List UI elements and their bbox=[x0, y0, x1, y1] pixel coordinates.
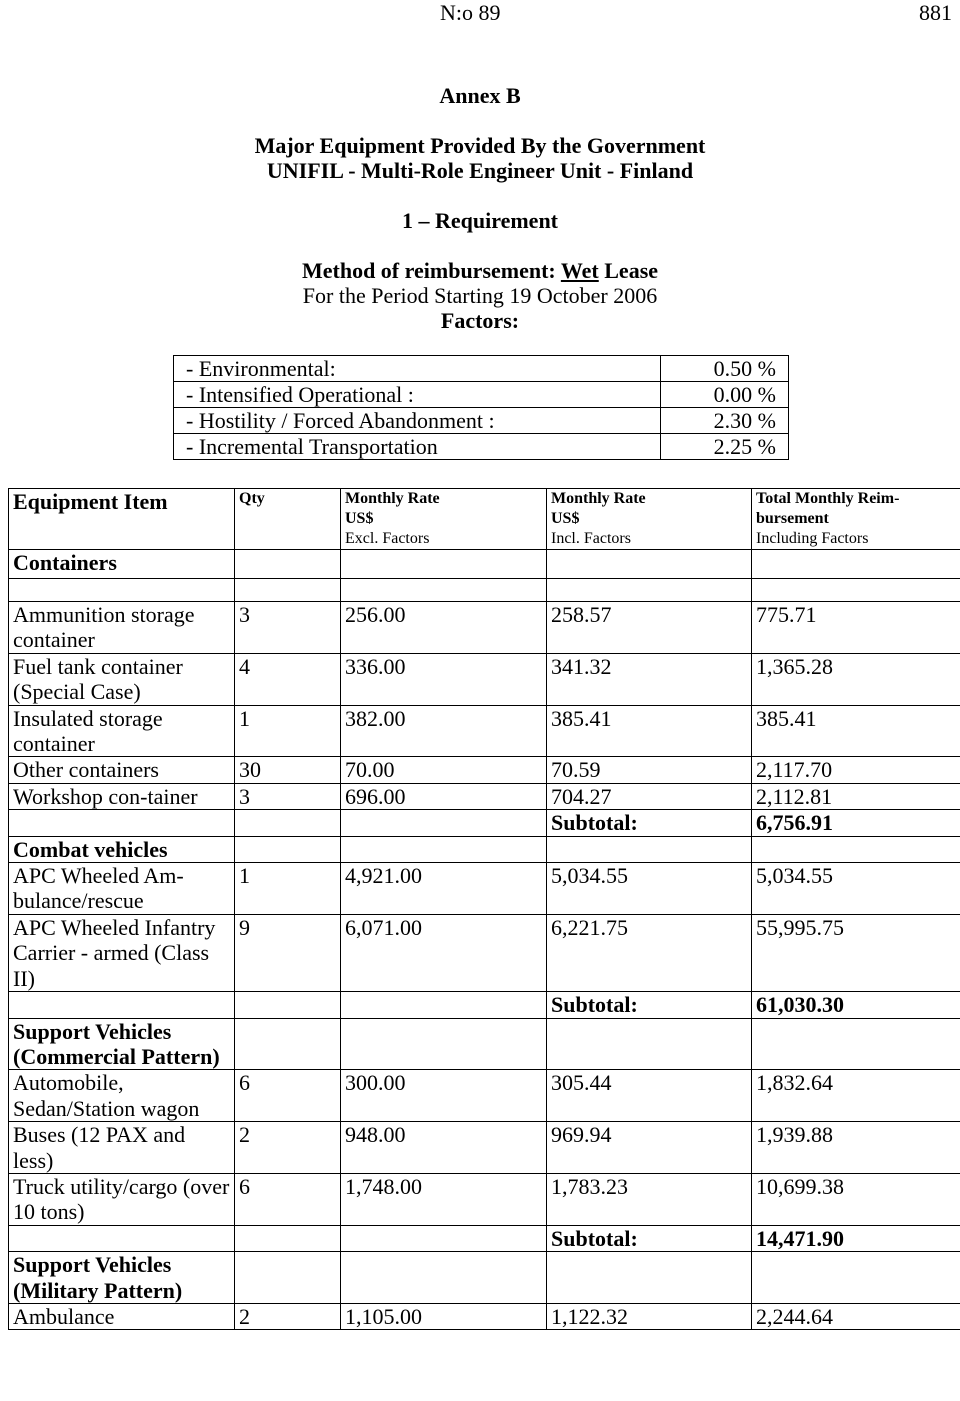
factor-row bbox=[174, 356, 789, 382]
doc-title-line2: UNIFIL - Multi-Role Engineer Unit - Finland bbox=[266, 158, 694, 183]
empty-cell bbox=[9, 810, 235, 836]
rate-incl-cell: 385.41 bbox=[547, 705, 752, 757]
section-header-row bbox=[9, 1018, 960, 1070]
rate-excl-cell: 1,748.00 bbox=[341, 1173, 547, 1225]
item-name: Other containers bbox=[9, 757, 235, 783]
empty-cell bbox=[341, 836, 547, 862]
table-row bbox=[9, 1173, 960, 1225]
item-name: Buses (12 PAX and less) bbox=[9, 1122, 235, 1174]
header-rate-excl-line2: US$ bbox=[345, 510, 374, 527]
qty-cell: 6 bbox=[235, 1173, 341, 1225]
table-row bbox=[9, 783, 960, 809]
empty-cell bbox=[9, 1225, 235, 1251]
table-row bbox=[9, 1303, 960, 1329]
factor-value: 0.50 % bbox=[661, 356, 789, 382]
rate-excl-cell: 6,071.00 bbox=[341, 914, 547, 991]
rate-excl-cell: 4,921.00 bbox=[341, 863, 547, 915]
header-rate-incl bbox=[547, 489, 752, 550]
empty-cell bbox=[341, 810, 547, 836]
empty-cell bbox=[235, 550, 341, 579]
empty-cell bbox=[235, 579, 341, 602]
qty-cell: 6 bbox=[235, 1070, 341, 1122]
total-cell: 2,112.81 bbox=[752, 783, 960, 809]
total-cell: 5,034.55 bbox=[752, 863, 960, 915]
item-name: Workshop con-tainer bbox=[9, 783, 235, 809]
table-row bbox=[9, 602, 960, 654]
empty-cell bbox=[547, 1018, 752, 1070]
total-cell: 775.71 bbox=[752, 602, 960, 654]
empty-cell bbox=[752, 1018, 960, 1070]
method-prefix: Method of reimbursement: bbox=[301, 258, 561, 283]
total-cell: 10,699.38 bbox=[752, 1173, 960, 1225]
factor-label: - Intensified Operational : bbox=[174, 382, 661, 408]
total-cell: 55,995.75 bbox=[752, 914, 960, 991]
empty-cell bbox=[341, 1225, 547, 1251]
section-header-row bbox=[9, 836, 960, 862]
factor-value: 0.00 % bbox=[661, 382, 789, 408]
subtotal-label: Subtotal: bbox=[547, 1225, 752, 1251]
empty-cell bbox=[547, 550, 752, 579]
subtotal-label: Subtotal: bbox=[547, 810, 752, 836]
factor-row bbox=[174, 408, 789, 434]
empty-cell bbox=[341, 1252, 547, 1304]
rate-incl-cell: 305.44 bbox=[547, 1070, 752, 1122]
item-name: Ammunition storage container bbox=[9, 602, 235, 654]
section-title-combat: Combat vehicles bbox=[9, 836, 235, 862]
empty-cell bbox=[752, 1252, 960, 1304]
section-title-containers: Containers bbox=[9, 550, 235, 579]
table-row bbox=[9, 757, 960, 783]
annex-title: Annex B bbox=[439, 83, 521, 108]
empty-cell bbox=[235, 836, 341, 862]
subtotal-label: Subtotal: bbox=[547, 992, 752, 1018]
empty-cell bbox=[341, 1018, 547, 1070]
item-name: Automobile, Sedan/Station wagon bbox=[9, 1070, 235, 1122]
qty-cell: 1 bbox=[235, 863, 341, 915]
doc-number: N:o 89 bbox=[440, 0, 501, 25]
item-name: Truck utility/cargo (over 10 tons) bbox=[9, 1173, 235, 1225]
factor-row bbox=[174, 434, 789, 460]
rate-incl-cell: 1,783.23 bbox=[547, 1173, 752, 1225]
table-row bbox=[9, 705, 960, 757]
rate-incl-cell: 5,034.55 bbox=[547, 863, 752, 915]
factor-value: 2.25 % bbox=[661, 434, 789, 460]
subtotal-value: 6,756.91 bbox=[752, 810, 960, 836]
qty-cell: 3 bbox=[235, 602, 341, 654]
empty-cell bbox=[341, 579, 547, 602]
rate-incl-cell: 70.59 bbox=[547, 757, 752, 783]
item-name: Ambulance bbox=[9, 1303, 235, 1329]
empty-cell bbox=[9, 992, 235, 1018]
table-row bbox=[9, 914, 960, 991]
qty-cell: 2 bbox=[235, 1122, 341, 1174]
reimbursement-method bbox=[0, 258, 960, 284]
rate-excl-cell: 70.00 bbox=[341, 757, 547, 783]
rate-incl-cell: 341.32 bbox=[547, 653, 752, 705]
method-suffix: Lease bbox=[598, 258, 659, 283]
header-rate-incl-line3: Incl. Factors bbox=[551, 530, 631, 547]
header-total-line2: bursement bbox=[756, 510, 829, 527]
empty-cell bbox=[341, 550, 547, 579]
section-title-commercial: Support Vehicles (Commercial Pattern) bbox=[9, 1018, 235, 1070]
factor-label: - Incremental Transportation bbox=[174, 434, 661, 460]
rate-excl-cell: 696.00 bbox=[341, 783, 547, 809]
empty-cell bbox=[752, 836, 960, 862]
method-value: Wet bbox=[560, 258, 599, 283]
item-name: Fuel tank container (Special Case) bbox=[9, 653, 235, 705]
empty-cell bbox=[235, 992, 341, 1018]
factors-label: Factors: bbox=[440, 308, 520, 333]
item-name: Insulated storage container bbox=[9, 705, 235, 757]
empty-cell bbox=[752, 579, 960, 602]
rate-excl-cell: 382.00 bbox=[341, 705, 547, 757]
subtotal-row bbox=[9, 992, 960, 1018]
header-total-line1: Total Monthly Reim- bbox=[756, 490, 900, 507]
empty-cell bbox=[235, 1225, 341, 1251]
subtotal-value: 14,471.90 bbox=[752, 1225, 960, 1251]
qty-cell: 1 bbox=[235, 705, 341, 757]
qty-cell: 30 bbox=[235, 757, 341, 783]
total-cell: 1,939.88 bbox=[752, 1122, 960, 1174]
header-rate-incl-line1: Monthly Rate bbox=[551, 490, 646, 507]
item-name: APC Wheeled Am-bulance/rescue bbox=[9, 863, 235, 915]
table-row bbox=[9, 863, 960, 915]
header-equipment-item: Equipment Item bbox=[9, 489, 235, 550]
empty-cell bbox=[752, 550, 960, 579]
spacer-row bbox=[9, 579, 960, 602]
factor-value: 2.30 % bbox=[661, 408, 789, 434]
table-row bbox=[9, 1070, 960, 1122]
factor-row bbox=[174, 382, 789, 408]
empty-cell bbox=[235, 1018, 341, 1070]
empty-cell bbox=[235, 810, 341, 836]
qty-cell: 4 bbox=[235, 653, 341, 705]
header-total-line3: Including Factors bbox=[756, 530, 869, 547]
table-row bbox=[9, 653, 960, 705]
header-rate-excl bbox=[341, 489, 547, 550]
header-total bbox=[752, 489, 960, 550]
rate-excl-cell: 256.00 bbox=[341, 602, 547, 654]
empty-cell bbox=[9, 579, 235, 602]
rate-excl-cell: 1,105.00 bbox=[341, 1303, 547, 1329]
factor-label: - Hostility / Forced Abandonment : bbox=[174, 408, 661, 434]
subtotal-row bbox=[9, 1225, 960, 1251]
rate-excl-cell: 300.00 bbox=[341, 1070, 547, 1122]
qty-cell: 9 bbox=[235, 914, 341, 991]
header-rate-excl-line3: Excl. Factors bbox=[345, 530, 430, 547]
total-cell: 2,244.64 bbox=[752, 1303, 960, 1329]
qty-cell: 3 bbox=[235, 783, 341, 809]
empty-cell bbox=[547, 579, 752, 602]
section-header-row bbox=[9, 550, 960, 579]
header-rate-incl-line2: US$ bbox=[551, 510, 580, 527]
qty-cell: 2 bbox=[235, 1303, 341, 1329]
rate-incl-cell: 258.57 bbox=[547, 602, 752, 654]
rate-excl-cell: 336.00 bbox=[341, 653, 547, 705]
empty-cell bbox=[547, 836, 752, 862]
total-cell: 1,832.64 bbox=[752, 1070, 960, 1122]
section-title-military: Support Vehicles (Military Pattern) bbox=[9, 1252, 235, 1304]
equipment-table bbox=[8, 488, 960, 1330]
factors-table bbox=[173, 355, 789, 460]
total-cell: 1,365.28 bbox=[752, 653, 960, 705]
rate-incl-cell: 1,122.32 bbox=[547, 1303, 752, 1329]
empty-cell bbox=[235, 1252, 341, 1304]
empty-cell bbox=[547, 1252, 752, 1304]
section-header-row bbox=[9, 1252, 960, 1304]
total-cell: 385.41 bbox=[752, 705, 960, 757]
rate-excl-cell: 948.00 bbox=[341, 1122, 547, 1174]
page-number: 881 bbox=[919, 0, 952, 25]
subtotal-row bbox=[9, 810, 960, 836]
empty-cell bbox=[341, 992, 547, 1018]
rate-incl-cell: 969.94 bbox=[547, 1122, 752, 1174]
factor-label: - Environmental: bbox=[174, 356, 661, 382]
total-cell: 2,117.70 bbox=[752, 757, 960, 783]
header-qty: Qty bbox=[235, 489, 341, 550]
table-row bbox=[9, 1122, 960, 1174]
doc-title-line1: Major Equipment Provided By the Government bbox=[254, 133, 706, 158]
rate-incl-cell: 704.27 bbox=[547, 783, 752, 809]
table-header-row bbox=[9, 489, 960, 550]
subtotal-value: 61,030.30 bbox=[752, 992, 960, 1018]
period-line: For the Period Starting 19 October 2006 bbox=[302, 283, 658, 308]
requirement-heading: 1 – Requirement bbox=[401, 208, 559, 233]
header-rate-excl-line1: Monthly Rate bbox=[345, 490, 440, 507]
rate-incl-cell: 6,221.75 bbox=[547, 914, 752, 991]
item-name: APC Wheeled Infantry Carrier - armed (Class II) bbox=[9, 914, 235, 991]
